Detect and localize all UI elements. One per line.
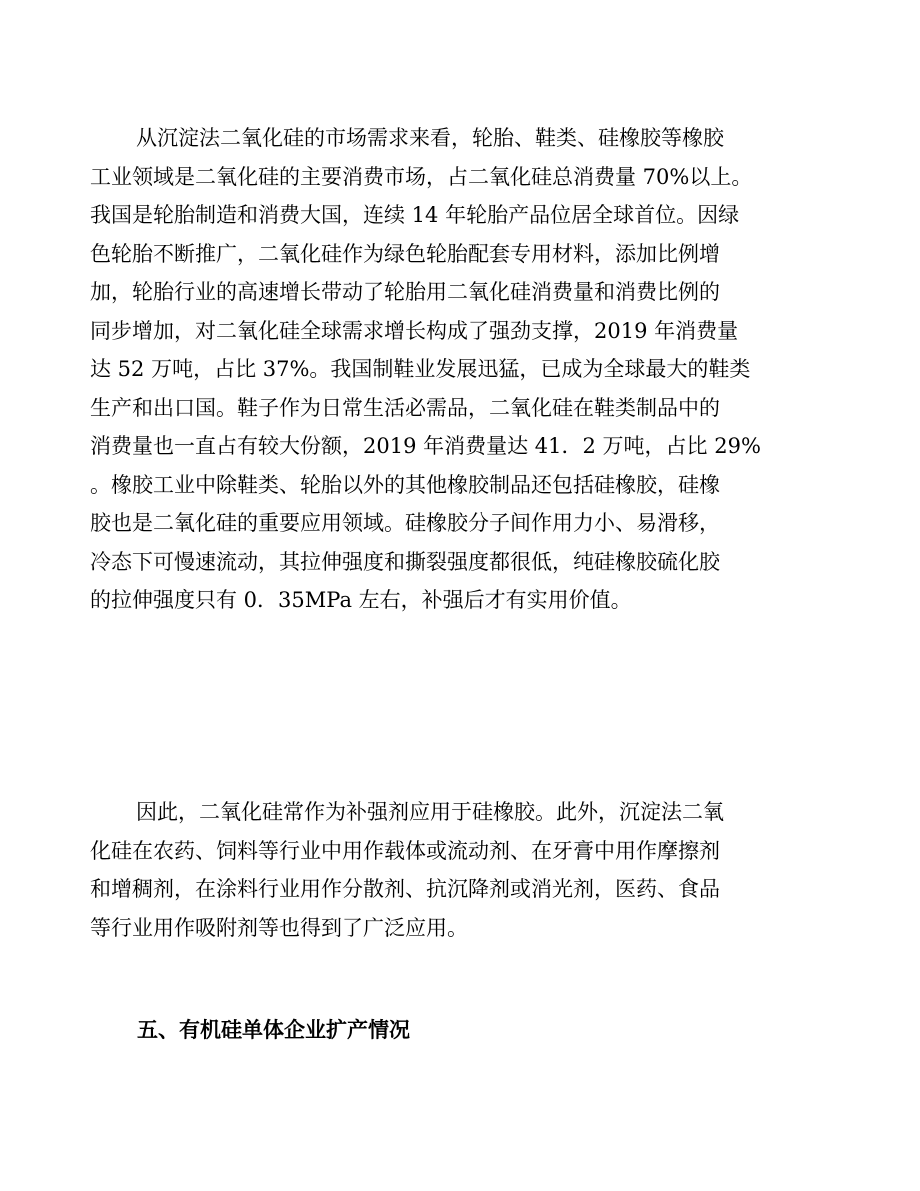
paragraph-line: 达 52 万吨，占比 37%。我国制鞋业发展迅猛，已成为全球最大的鞋类 bbox=[90, 357, 751, 381]
paragraph-line: 从沉淀法二氧化硅的市场需求来看，轮胎、鞋类、硅橡胶等橡胶 bbox=[136, 126, 724, 150]
paragraph-silica-applications bbox=[90, 793, 830, 947]
paragraph-line: 我国是轮胎制造和消费大国，连续 14 年轮胎产品位居全球首位。因绿 bbox=[90, 203, 740, 227]
paragraph-silica-market-demand bbox=[90, 119, 830, 620]
paragraph-line: 的拉伸强度只有 0．35MPa 左右，补强后才有实用价值。 bbox=[90, 588, 632, 612]
paragraph-line: 冷态下可慢速流动，其拉伸强度和撕裂强度都很低，纯硅橡胶硫化胶 bbox=[90, 549, 720, 574]
paragraph-line: 同步增加，对二氧化硅全球需求增长构成了强劲支撑，2019 年消费量 bbox=[90, 318, 739, 343]
paragraph-line: 加，轮胎行业的高速增长带动了轮胎用二氧化硅消费量和消费比例的 bbox=[90, 280, 720, 304]
section-heading: 五、有机硅单体企业扩产情况 bbox=[137, 1018, 410, 1042]
paragraph-line: 化硅在农药、饲料等行业中用作载体或流动剂、在牙膏中用作摩擦剂 bbox=[90, 838, 720, 863]
paragraph-line: 消费量也一直占有较大份额，2019 年消费量达 41．2 万吨，占比 29% bbox=[90, 434, 761, 458]
paragraph-line: 工业领域是二氧化硅的主要消费市场，占二氧化硅总消费量 70%以上。 bbox=[90, 164, 753, 189]
paragraph-line: 。橡胶工业中除鞋类、轮胎以外的其他橡胶制品还包括硅橡胶，硅橡 bbox=[90, 472, 720, 497]
paragraph-line: 等行业用作吸附剂等也得到了广泛应用。 bbox=[90, 915, 468, 940]
paragraph-line: 生产和出口国。鞋子作为日常生活必需品，二氧化硅在鞋类制品中的 bbox=[90, 395, 720, 420]
paragraph-line: 色轮胎不断推广，二氧化硅作为绿色轮胎配套专用材料，添加比例增 bbox=[90, 241, 720, 266]
paragraph-line: 因此，二氧化硅常作为补强剂应用于硅橡胶。此外，沉淀法二氧 bbox=[136, 800, 724, 824]
paragraph-line: 胶也是二氧化硅的重要应用领域。硅橡胶分子间作用力小、易滑移， bbox=[90, 511, 720, 535]
paragraph-line: 和增稠剂，在涂料行业用作分散剂、抗沉降剂或消光剂，医药、食品 bbox=[90, 877, 720, 901]
